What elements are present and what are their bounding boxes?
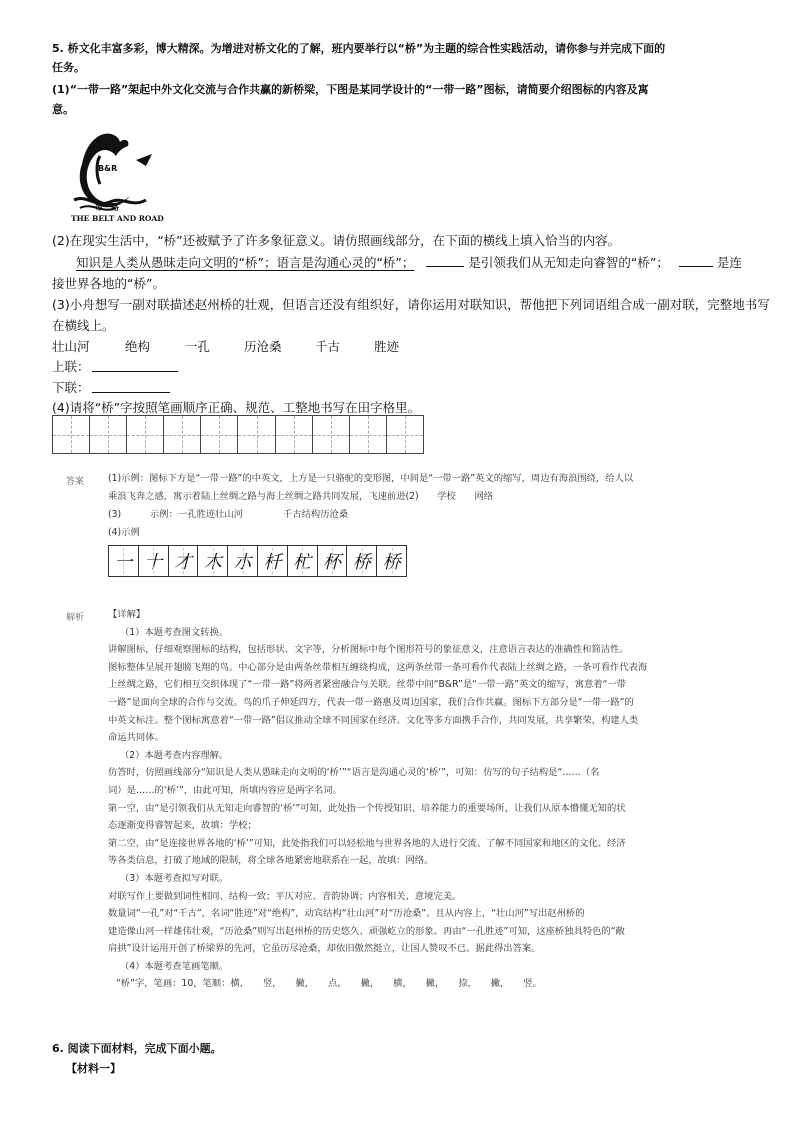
word-6: 胜迹 <box>374 339 400 354</box>
sub2-underlined-example: 知识是人类从愚昧走向文明的“桥”；语言是沟通心灵的“桥”； <box>76 255 415 270</box>
stroke-step: 十 <box>139 546 169 576</box>
sub2-end-text: 是连 <box>716 255 742 270</box>
analysis-line: （4）本题考查笔画笔顺。 <box>120 960 229 972</box>
analysis-line: 图标整体呈展开翅膀飞翔的鸟。中心部分是由两条丝带相互缠绕构成，这两条丝带一条可看作代表陆上丝绸之路，一条可看作代表海 <box>108 661 648 673</box>
q5-sub2: (2)在现实生活中，“桥”还被赋予了许多象征意义。请仿照画线部分，在下面的横线上填入恰当的内容。 <box>52 233 621 248</box>
upper-couplet-label: 上联： <box>52 359 90 374</box>
tianzige-cell[interactable] <box>201 416 238 453</box>
stroke-order-strip <box>108 545 407 577</box>
tianzige-cell[interactable] <box>276 416 313 453</box>
q5-intro-cont: 任务。 <box>52 61 85 74</box>
logo-en-name: THE BELT AND ROAD <box>71 214 164 223</box>
upper-couplet-blank[interactable] <box>92 371 178 372</box>
sub2-mid-text: 是引领我们从无知走向睿智的“桥”； <box>468 255 669 270</box>
word-3: 一孔 <box>185 339 211 354</box>
analysis-line: （1）本题考查图文转换。 <box>120 626 229 638</box>
stroke-step: 桥 <box>347 546 377 576</box>
tianzige-cell[interactable] <box>313 416 350 453</box>
analysis-line: 等各类信息，打破了地域的限制，将全球各地紧密地联系在一起，故填：网络。 <box>108 855 434 867</box>
analysis-block <box>108 606 748 993</box>
analysis-line: 上丝绸之路，它们相互交织体现了“一带一路”将两者紧密融合与关联。丝带中间“B&R”是“一带一路”英文的缩写，寓意着“一带 <box>108 679 627 691</box>
answer-label: 答案 <box>66 477 85 487</box>
tianzige-cell[interactable] <box>90 416 127 453</box>
analysis-line: 第一空，由“是引领我们从无知走向睿智的‘桥’”可知，此处指一个传授知识、培养能力的重要场所，让我们从原本懵懂无知的状 <box>108 802 626 814</box>
q6-material-label: 【材料一】 <box>66 1062 121 1075</box>
answer-line-1: (1)示例：图标下方是“一带一路”的中英文，上方是一只骆驼的变形图，中间是“一带一路”英文的缩写，周边有海浪围绕，给人以 <box>108 473 634 484</box>
analysis-line: 仿答时，仿照画线部分“知识是人类从愚昧走向文明的‘桥’”“语言是沟通心灵的‘桥’”，可知：仿写的句子结构是“……（名 <box>108 767 600 779</box>
analysis-line: 数量词“一孔”对“千古”，名词“胜迹”对“绝构”，动宾结构“壮山河”对“历沧桑”。且从内容上，“壮山河”写出赵州桥的 <box>108 908 585 920</box>
stroke-step: 木 <box>198 546 228 576</box>
answer-line-3-num: (3) <box>108 509 122 520</box>
analysis-line: “桥”字，笔画：10，笔顺：横， 竖， 撇， 点， 撇， 横， 撇， 捺， 撇， 竖。 <box>116 978 542 990</box>
stroke-step: 一 <box>109 546 139 576</box>
answer-line-2: 乘浪飞奔之感，寓示着陆上丝绸之路与海上丝绸之路共同发展，飞速前进(2) 学校 网络 <box>108 491 494 502</box>
analysis-line: 中英文标注。整个图标寓意着“一带一路”倡议推动全球不同国家在经济、文化等多方面携手合作，共同发展，共享繁荣，构建人类 <box>108 714 639 726</box>
answer-line-3-b: 千古结构历沧桑 <box>283 509 349 520</box>
analysis-line: 命运共同体。 <box>108 732 164 744</box>
q5-sub1-cont: 意。 <box>52 103 74 116</box>
q6-title: 6. 阅读下面材料，完成下面小题。 <box>52 1042 222 1055</box>
stroke-step: 桥 <box>377 546 406 576</box>
analysis-line: 肩拱”设计运用开创了桥梁界的先河，它虽历尽沧桑，却依旧傲然挺立，让国人赞叹不已。据此得出答案。 <box>108 943 541 955</box>
analysis-line: （2）本题考查内容理解。 <box>120 749 229 761</box>
analysis-line: 建造像山河一样雄伟壮观，“历沧桑”则写出赵州桥的历史悠久、顽强屹立的形象。再由“一孔胜迹”可知，这座桥独具特色的“敞 <box>108 925 625 937</box>
q5-sub3-cont: 在横线上。 <box>52 318 115 333</box>
analysis-label: 解析 <box>66 613 85 623</box>
logo-cn-name: 一带一路 <box>87 203 119 212</box>
analysis-line: 一路”是面向全球的合作与交流。鸟的爪子伸延四方，代表一带一路惠及周边国家，我们合作共赢。图标下方部分是“一带一路”的 <box>108 696 634 708</box>
answer-line-4: (4)示例 <box>108 527 140 538</box>
q5-sub1: (1)“一带一路”架起中外文化交流与合作共赢的新桥梁，下图是某同学设计的“一带一路”图标，请简要介绍图标的内容及寓 <box>52 83 649 96</box>
analysis-line: 讲解图标，仔细观察图标的结构，包括形状、文字等，分析图标中每个图形符号的象征意义，注意语言表达的准确性和简洁性。 <box>108 644 629 656</box>
blank-2[interactable] <box>679 254 713 267</box>
logo-abbr: B&R <box>98 164 118 173</box>
lower-couplet-label: 下联： <box>52 380 90 395</box>
tianzige-cell[interactable] <box>164 416 201 453</box>
analysis-line: 对联写作上要做到词性相同、结构一致；平仄对应、音韵协调；内容相关、意境完美。 <box>108 890 462 902</box>
lower-couplet-blank[interactable] <box>92 392 170 393</box>
q5-sub3: (3)小舟想写一副对联描述赵州桥的壮观，但语言还没有组织好，请你运用对联知识，帮他把下列词语组合成一副对联，完整地书写 <box>52 297 770 312</box>
word-1: 壮山河 <box>52 339 90 354</box>
q5-sub2-line <box>52 253 772 272</box>
tianzige-cell[interactable] <box>238 416 275 453</box>
answer-line-3-a: 示例：一孔胜迹壮山河 <box>150 509 243 520</box>
tianzige-grid[interactable] <box>52 415 424 454</box>
analysis-line: 态逐渐变得睿智起来，故填：学校； <box>108 820 257 832</box>
stroke-step: 杯 <box>318 546 348 576</box>
analysis-line: 【详解】 <box>108 609 146 620</box>
stroke-step: 杄 <box>258 546 288 576</box>
q5-sub4: (4)请将“桥”字按照笔画顺序正确、规范、工整地书写在田字格里。 <box>52 400 421 415</box>
tianzige-cell[interactable] <box>53 416 90 453</box>
word-4: 历沧桑 <box>244 339 282 354</box>
q5-sub2-cont: 接世界各地的“桥”。 <box>52 276 165 291</box>
tianzige-cell[interactable] <box>350 416 387 453</box>
stroke-step: 朩 <box>228 546 258 576</box>
stroke-step: 才 <box>169 546 199 576</box>
q5-intro: 5. 桥文化丰富多彩，博大精深。为增进对桥文化的了解，班内要举行以“桥”为主题的综合性实践活动，请你参与并完成下面的 <box>52 42 666 55</box>
stroke-step: 杧 <box>288 546 318 576</box>
word-2: 绝构 <box>125 339 151 354</box>
word-5: 千古 <box>315 339 341 354</box>
tianzige-cell[interactable] <box>127 416 164 453</box>
analysis-line: 第二空，由“是连接世界各地的‘桥’”可知，此处指我们可以轻松地与世界各地的人进行交流、了解不同国家和地区的文化、经济 <box>108 837 626 849</box>
analysis-line: 词）是……的‘桥’”，由此可知，所填内容应是两字名词。 <box>108 784 342 796</box>
blank-1[interactable] <box>426 254 464 267</box>
analysis-line: （3）本题考查拟写对联。 <box>120 872 229 884</box>
tianzige-cell[interactable] <box>387 416 423 453</box>
